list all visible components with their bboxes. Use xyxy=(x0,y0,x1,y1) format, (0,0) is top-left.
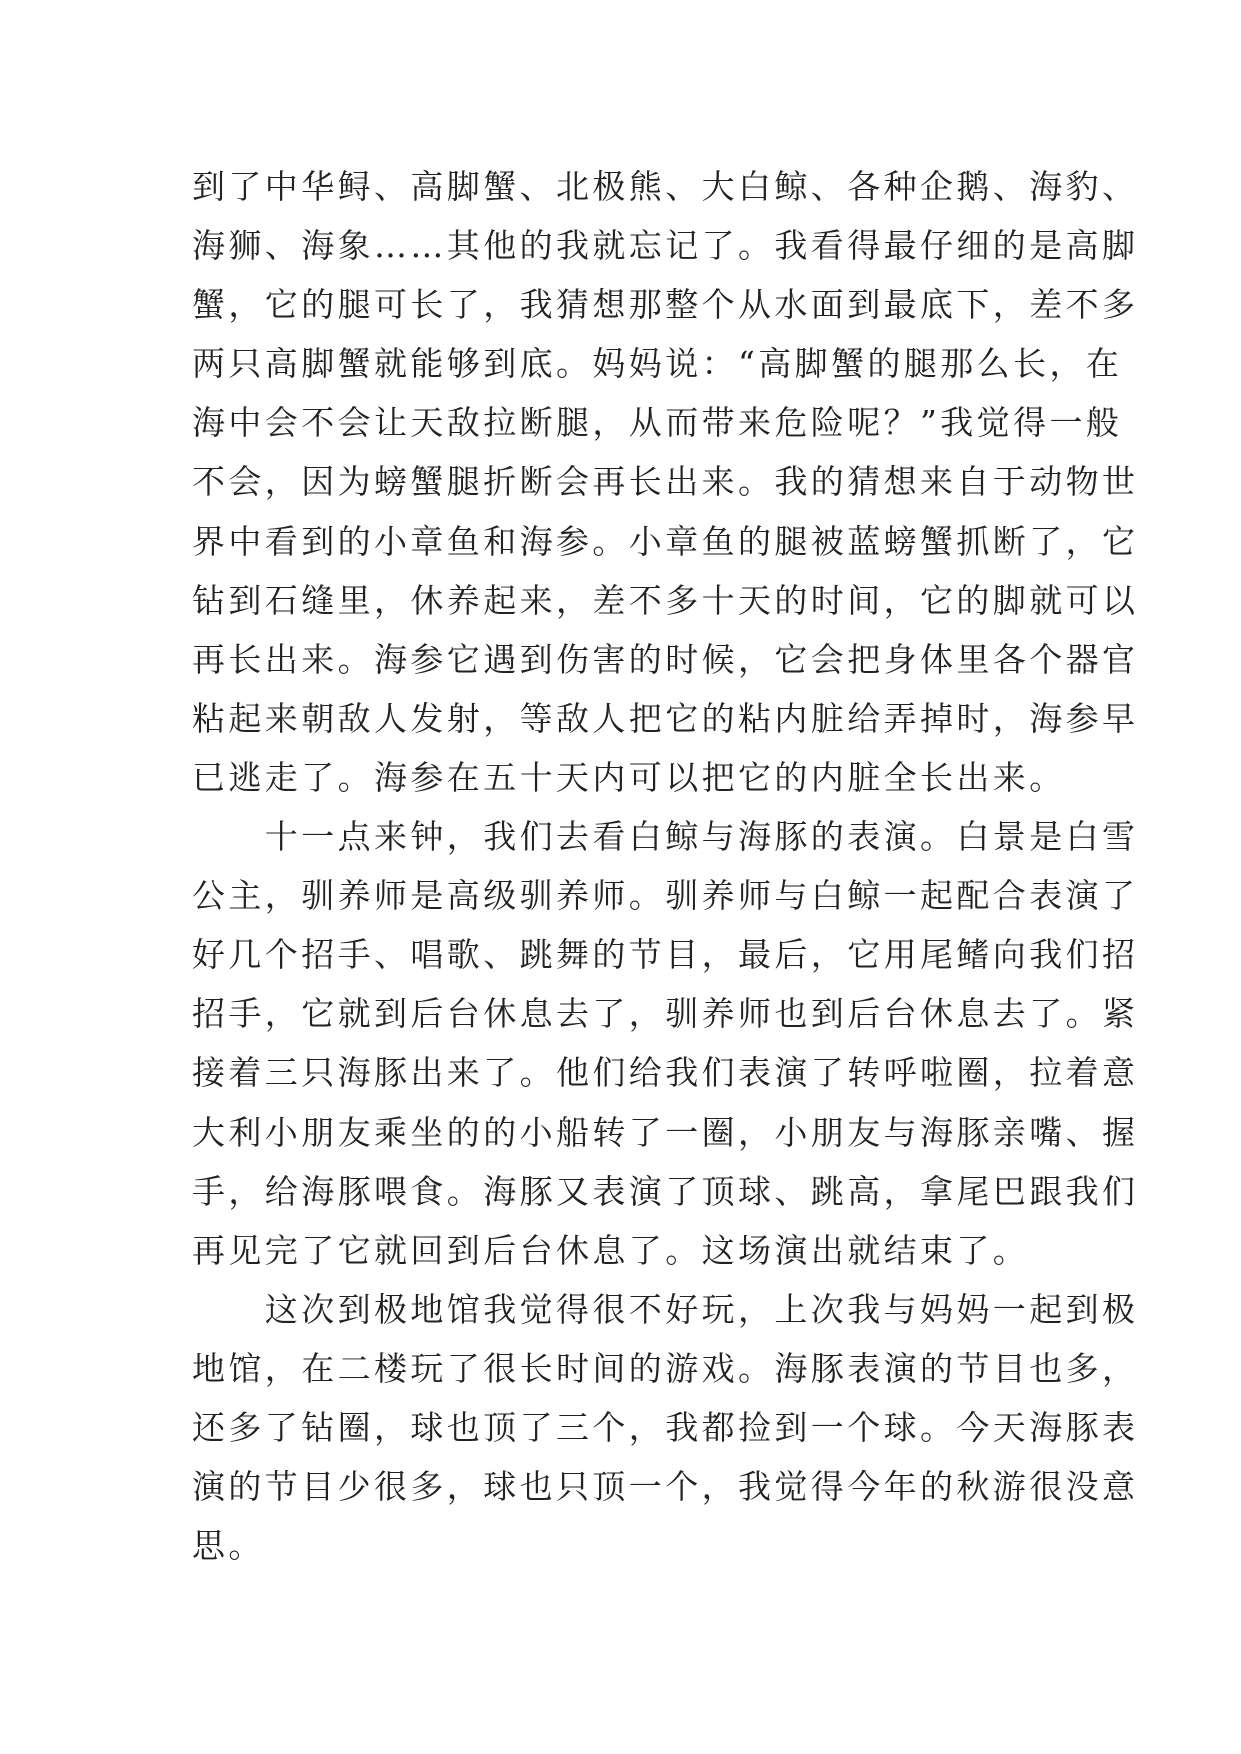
text-line: 界中看到的小章鱼和海参。小章鱼的腿被蓝螃蟹抓断了，它 xyxy=(192,521,1139,561)
text-line: 接着三只海豚出来了。他们给我们表演了转呼啦圈，拉着意 xyxy=(192,1053,1139,1093)
text-line: 还多了钻圈，球也顶了三个，我都捡到一个球。今天海豚表 xyxy=(192,1407,1139,1447)
text-line: 好几个招手、唱歌、跳舞的节目，最后，它用尾鳍向我们招 xyxy=(192,935,1139,975)
text-line: 海中会不会让天敌拉断腿，从而带来危险呢？”我觉得一般 xyxy=(192,403,1123,443)
text-line: 海狮、海象……其他的我就忘记了。我看得最仔细的是高脚 xyxy=(192,226,1139,266)
text-line: 钻到石缝里，休养起来，差不多十天的时间，它的脚就可以 xyxy=(192,580,1139,620)
text-line: 地馆，在二楼玩了很长时间的游戏。海豚表演的节目也多， xyxy=(192,1348,1139,1388)
text-line: 两只高脚蟹就能够到底。妈妈说：“高脚蟹的腿那么长，在 xyxy=(192,344,1123,384)
paragraph-start-line: 十一点来钟，我们去看白鲸与海豚的表演。白景是白雪 xyxy=(192,817,1139,857)
paragraph-start-line: 这次到极地馆我觉得很不好玩，上次我与妈妈一起到极 xyxy=(192,1289,1139,1329)
text-line: 演的节目少很多，球也只顶一个，我觉得今年的秋游很没意 xyxy=(192,1467,1139,1507)
text-line: 公主，驯养师是高级驯养师。驯养师与白鲸一起配合表演了 xyxy=(192,876,1139,916)
text-line: 招手，它就到后台休息去了，驯养师也到后台休息去了。紧 xyxy=(192,994,1139,1034)
text-line: 粘起来朝敌人发射，等敌人把它的粘内脏给弄掉时，海参早 xyxy=(192,698,1139,738)
text-line: 再长出来。海参它遇到伤害的时候，它会把身体里各个器官 xyxy=(192,639,1139,679)
text-line: 再见完了它就回到后台休息了。这场演出就结束了。 xyxy=(192,1230,1030,1270)
essay-body xyxy=(192,157,1139,1575)
text-line: 不会，因为螃蟹腿折断会再长出来。我的猜想来自于动物世 xyxy=(192,462,1139,502)
text-line: 手，给海豚喂食。海豚又表演了顶球、跳高，拿尾巴跟我们 xyxy=(192,1171,1139,1211)
text-line: 蟹，它的腿可长了，我猜想那整个从水面到最底下，差不多 xyxy=(192,285,1139,325)
text-line: 大利小朋友乘坐的的小船转了一圈，小朋友与海豚亲嘴、握 xyxy=(192,1112,1139,1152)
text-line: 已逃走了。海参在五十天内可以把它的内脏全长出来。 xyxy=(192,757,1066,797)
text-line: 到了中华鲟、高脚蟹、北极熊、大白鲸、各种企鹅、海豹、 xyxy=(192,167,1139,206)
text-line: 思。 xyxy=(192,1526,265,1566)
